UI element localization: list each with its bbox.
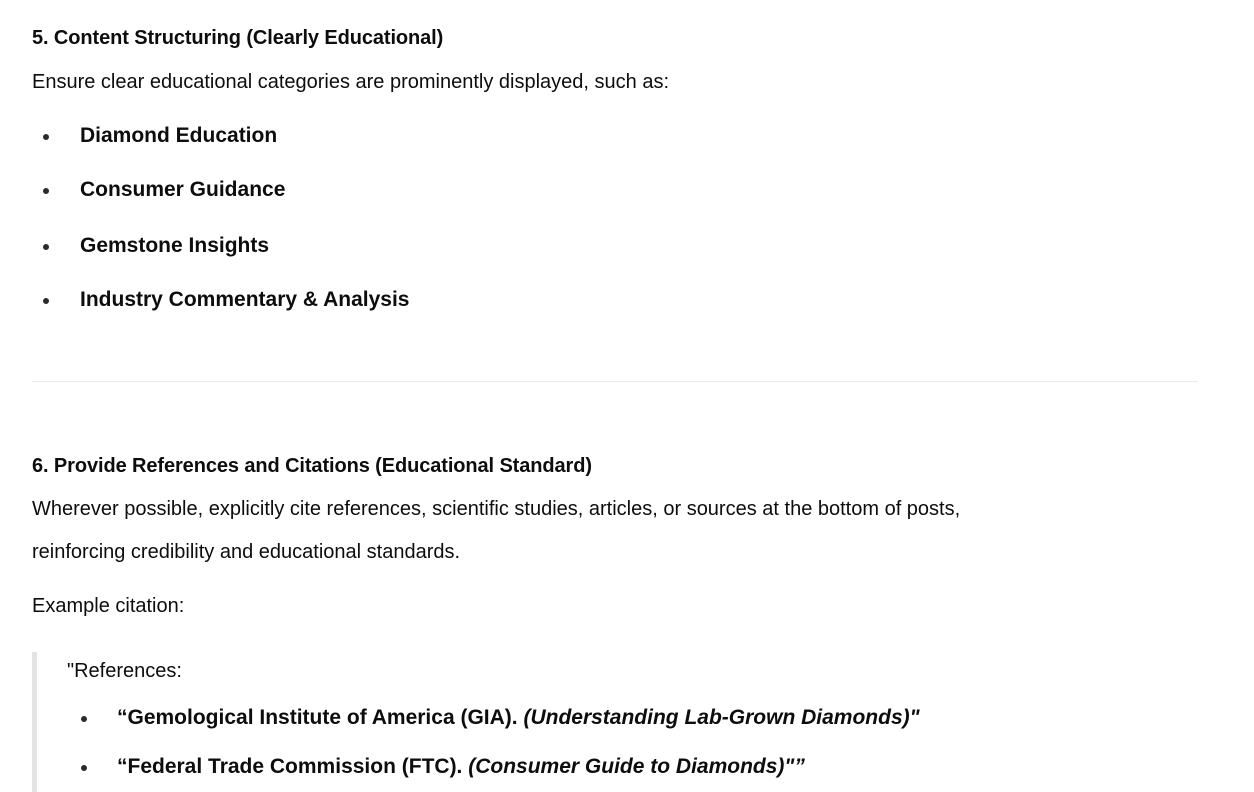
citation-blockquote	[32, 652, 1198, 792]
list-item-label: Industry Commentary & Analysis	[80, 288, 410, 311]
bullet-icon	[43, 188, 49, 194]
list-item-label: Gemstone Insights	[80, 234, 270, 257]
section-6-paragraph-line-2: reinforcing credibility and educational standards.	[32, 541, 461, 563]
section-5-heading: 5. Content Structuring (Clearly Educational)	[32, 27, 444, 49]
reference-title: (Consumer Guide to Diamonds)"”	[468, 755, 805, 778]
bullet-icon	[81, 765, 87, 771]
bullet-icon	[43, 244, 49, 250]
list-item-label: Diamond Education	[80, 124, 278, 147]
reference-source: “Federal Trade Commission (FTC).	[117, 755, 469, 778]
section-divider	[32, 381, 1198, 382]
list-item-label: Consumer Guidance	[80, 178, 286, 201]
reference-title: (Understanding Lab-Grown Diamonds)"	[523, 706, 920, 729]
example-citation-label: Example citation:	[32, 595, 185, 617]
references-label: "References:	[67, 660, 182, 682]
section-6-paragraph-line-1: Wherever possible, explicitly cite references, scientific studies, articles, or sources at the bottom of posts,	[32, 498, 961, 520]
bullet-icon	[43, 134, 49, 140]
reference-text	[117, 706, 920, 730]
bullet-icon	[43, 298, 49, 304]
reference-text	[117, 755, 805, 779]
bullet-icon	[81, 716, 87, 722]
section-5-intro: Ensure clear educational categories are prominently displayed, such as:	[32, 71, 670, 93]
section-6-heading: 6. Provide References and Citations (Educational Standard)	[32, 455, 592, 477]
blockquote-bar	[32, 652, 37, 792]
reference-source: “Gemological Institute of America (GIA).	[117, 706, 524, 729]
